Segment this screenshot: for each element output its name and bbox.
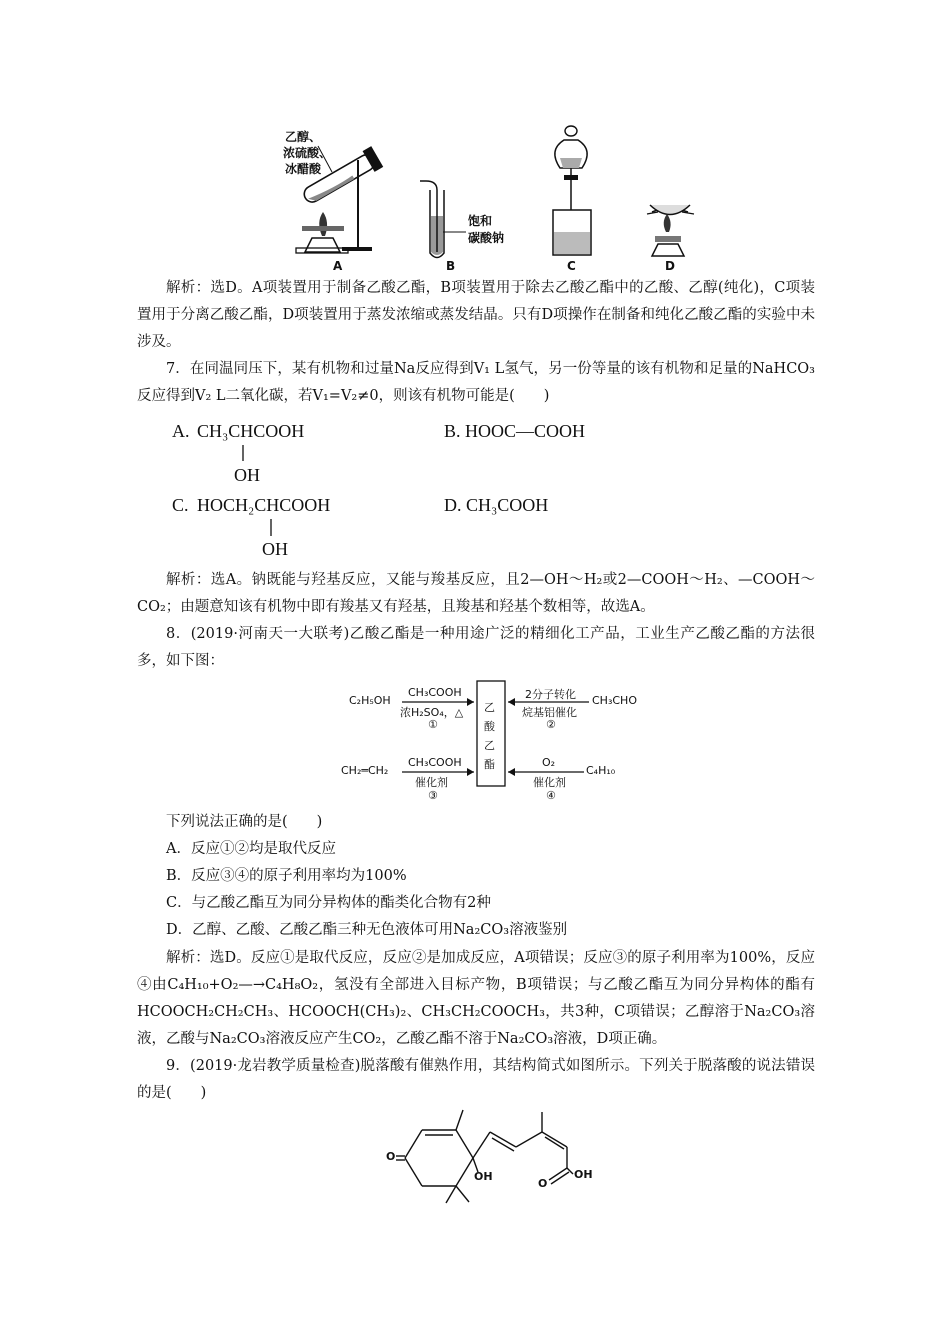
box-char-2: 酸 bbox=[484, 720, 495, 733]
q7-option-c-label: C. bbox=[172, 495, 189, 515]
box-char-1: 乙 bbox=[484, 701, 495, 714]
q8-stem: 8．(2019·河南天一大联考)乙酸乙酯是一种用途广泛的精细化工产品，工业生产乙酸乙酯的方法很多，如下图： bbox=[137, 626, 815, 669]
q7-option-a-formula: CH₃CHCOOH bbox=[197, 421, 305, 441]
tube-label-1: 饱和 bbox=[468, 214, 493, 228]
q9-stem: 9．(2019·龙岩教学质量检查)脱落酸有催熟作用，其结构简式如图所示。下列关于脱落酸的说法错误的是( ) bbox=[137, 1058, 815, 1101]
caption-a: A bbox=[333, 259, 343, 273]
carboxyl-o: O bbox=[538, 1177, 548, 1190]
r4-reactant: C₄H₁₀ bbox=[586, 764, 616, 777]
q6-analysis: 解析：选D。A项装置用于制备乙酸乙酯，B项装置用于除去乙酸乙酯中的乙酸、乙醇(纯化)，C项装置用于分离乙酸乙酯，D项装置用于蒸发浓缩或蒸发结晶。只有D项操作在制备和纯化乙酸乙酯的实验中未涉及。 bbox=[137, 280, 815, 350]
r2-number: ② bbox=[546, 718, 556, 731]
reagent-label-1: 乙醇、 bbox=[285, 130, 322, 144]
r3-condition: 催化剂 bbox=[415, 776, 448, 789]
box-char-3: 乙 bbox=[484, 739, 495, 752]
r1-reagent: CH₃COOH bbox=[408, 686, 462, 699]
q7-stem: 7．在同温同压下，某有机物和过量Na反应得到V₁ L氢气，另一份等量的该有机物和足量的NaHCO₃反应得到V₂ L二氧化碳，若V₁=V₂≠0，则该有机物可能是( ) bbox=[137, 361, 815, 404]
r4-reagent: O₂ bbox=[542, 756, 556, 769]
q8-option-b: B．反应③④的原子利用率均为100% bbox=[166, 868, 407, 884]
tube-label-2: 碳酸钠 bbox=[468, 231, 505, 245]
r1-condition: 浓H₂SO₄，△ bbox=[400, 706, 464, 719]
r4-condition: 催化剂 bbox=[533, 776, 566, 789]
q8-option-c: C．与乙酸乙酯互为同分异构体的酯类化合物有2种 bbox=[166, 895, 491, 911]
r2-condition: 烷基铝催化 bbox=[522, 706, 577, 719]
caption-c: C bbox=[567, 259, 576, 273]
q7-option-a-label: A. bbox=[172, 421, 190, 441]
r2-reagent: 2分子转化 bbox=[525, 688, 576, 701]
caption-d: D bbox=[665, 259, 675, 273]
q7-option-d: D. CH₃COOH bbox=[444, 495, 549, 515]
box-char-4: 酯 bbox=[484, 758, 495, 771]
r4-number: ④ bbox=[546, 789, 556, 802]
r1-number: ① bbox=[428, 718, 438, 731]
q8-option-d: D．乙醇、乙酸、乙酸乙酯三种无色液体可用Na₂CO₃溶液鉴别 bbox=[166, 922, 568, 938]
r2-reactant: CH₃CHO bbox=[592, 694, 637, 707]
q7-analysis: 解析：选A。钠既能与羟基反应，又能与羧基反应，且2—OH～H₂或2—COOH～H₂、—COOH～CO₂；由题意知该有机物中即有羧基又有羟基，且羧基和羟基个数相等，故选A。 bbox=[137, 572, 815, 615]
r3-reagent: CH₃COOH bbox=[408, 756, 462, 769]
q7-option-a-oh: OH bbox=[234, 465, 260, 485]
q7-option-c-formula: HOCH₂CHCOOH bbox=[197, 495, 331, 515]
reagent-label-2: 浓硫酸、 bbox=[283, 146, 332, 160]
q7-option-b: B. HOOC—COOH bbox=[444, 421, 586, 441]
carboxyl-oh: OH bbox=[574, 1168, 593, 1181]
q8-analysis: 解析：选D。反应①是取代反应，反应②是加成反应，A项错误；反应③的原子利用率为100%，反应④由C₄H₁₀+O₂—→C₄H₈O₂，氢没有全部进入目标产物，B项错误；与乙酸乙酯互为同分异构体的酯有HCOOCH₂CH₂CH₃、HCOOCH(CH₃)₂、CH₃CH₂COOCH₃，共3种，C项错误；乙醇溶于Na₂CO₃溶液，乙酸与Na₂CO₃溶液反应产生CO₂，乙酸乙酯不溶于Na₂CO₃溶液，D项正确。 bbox=[137, 950, 815, 1047]
q8-prompt: 下列说法正确的是( ) bbox=[166, 814, 323, 830]
q8-option-a: A．反应①②均是取代反应 bbox=[166, 841, 336, 857]
ketone-o: O bbox=[386, 1150, 396, 1163]
r3-number: ③ bbox=[428, 789, 438, 802]
hydroxyl-oh: OH bbox=[474, 1170, 493, 1183]
r3-reactant: CH₂═CH₂ bbox=[341, 764, 389, 777]
r1-reactant: C₂H₅OH bbox=[349, 694, 391, 707]
caption-b: B bbox=[446, 259, 456, 273]
reagent-label-3: 冰醋酸 bbox=[285, 162, 322, 176]
q7-option-c-oh: OH bbox=[262, 539, 288, 559]
